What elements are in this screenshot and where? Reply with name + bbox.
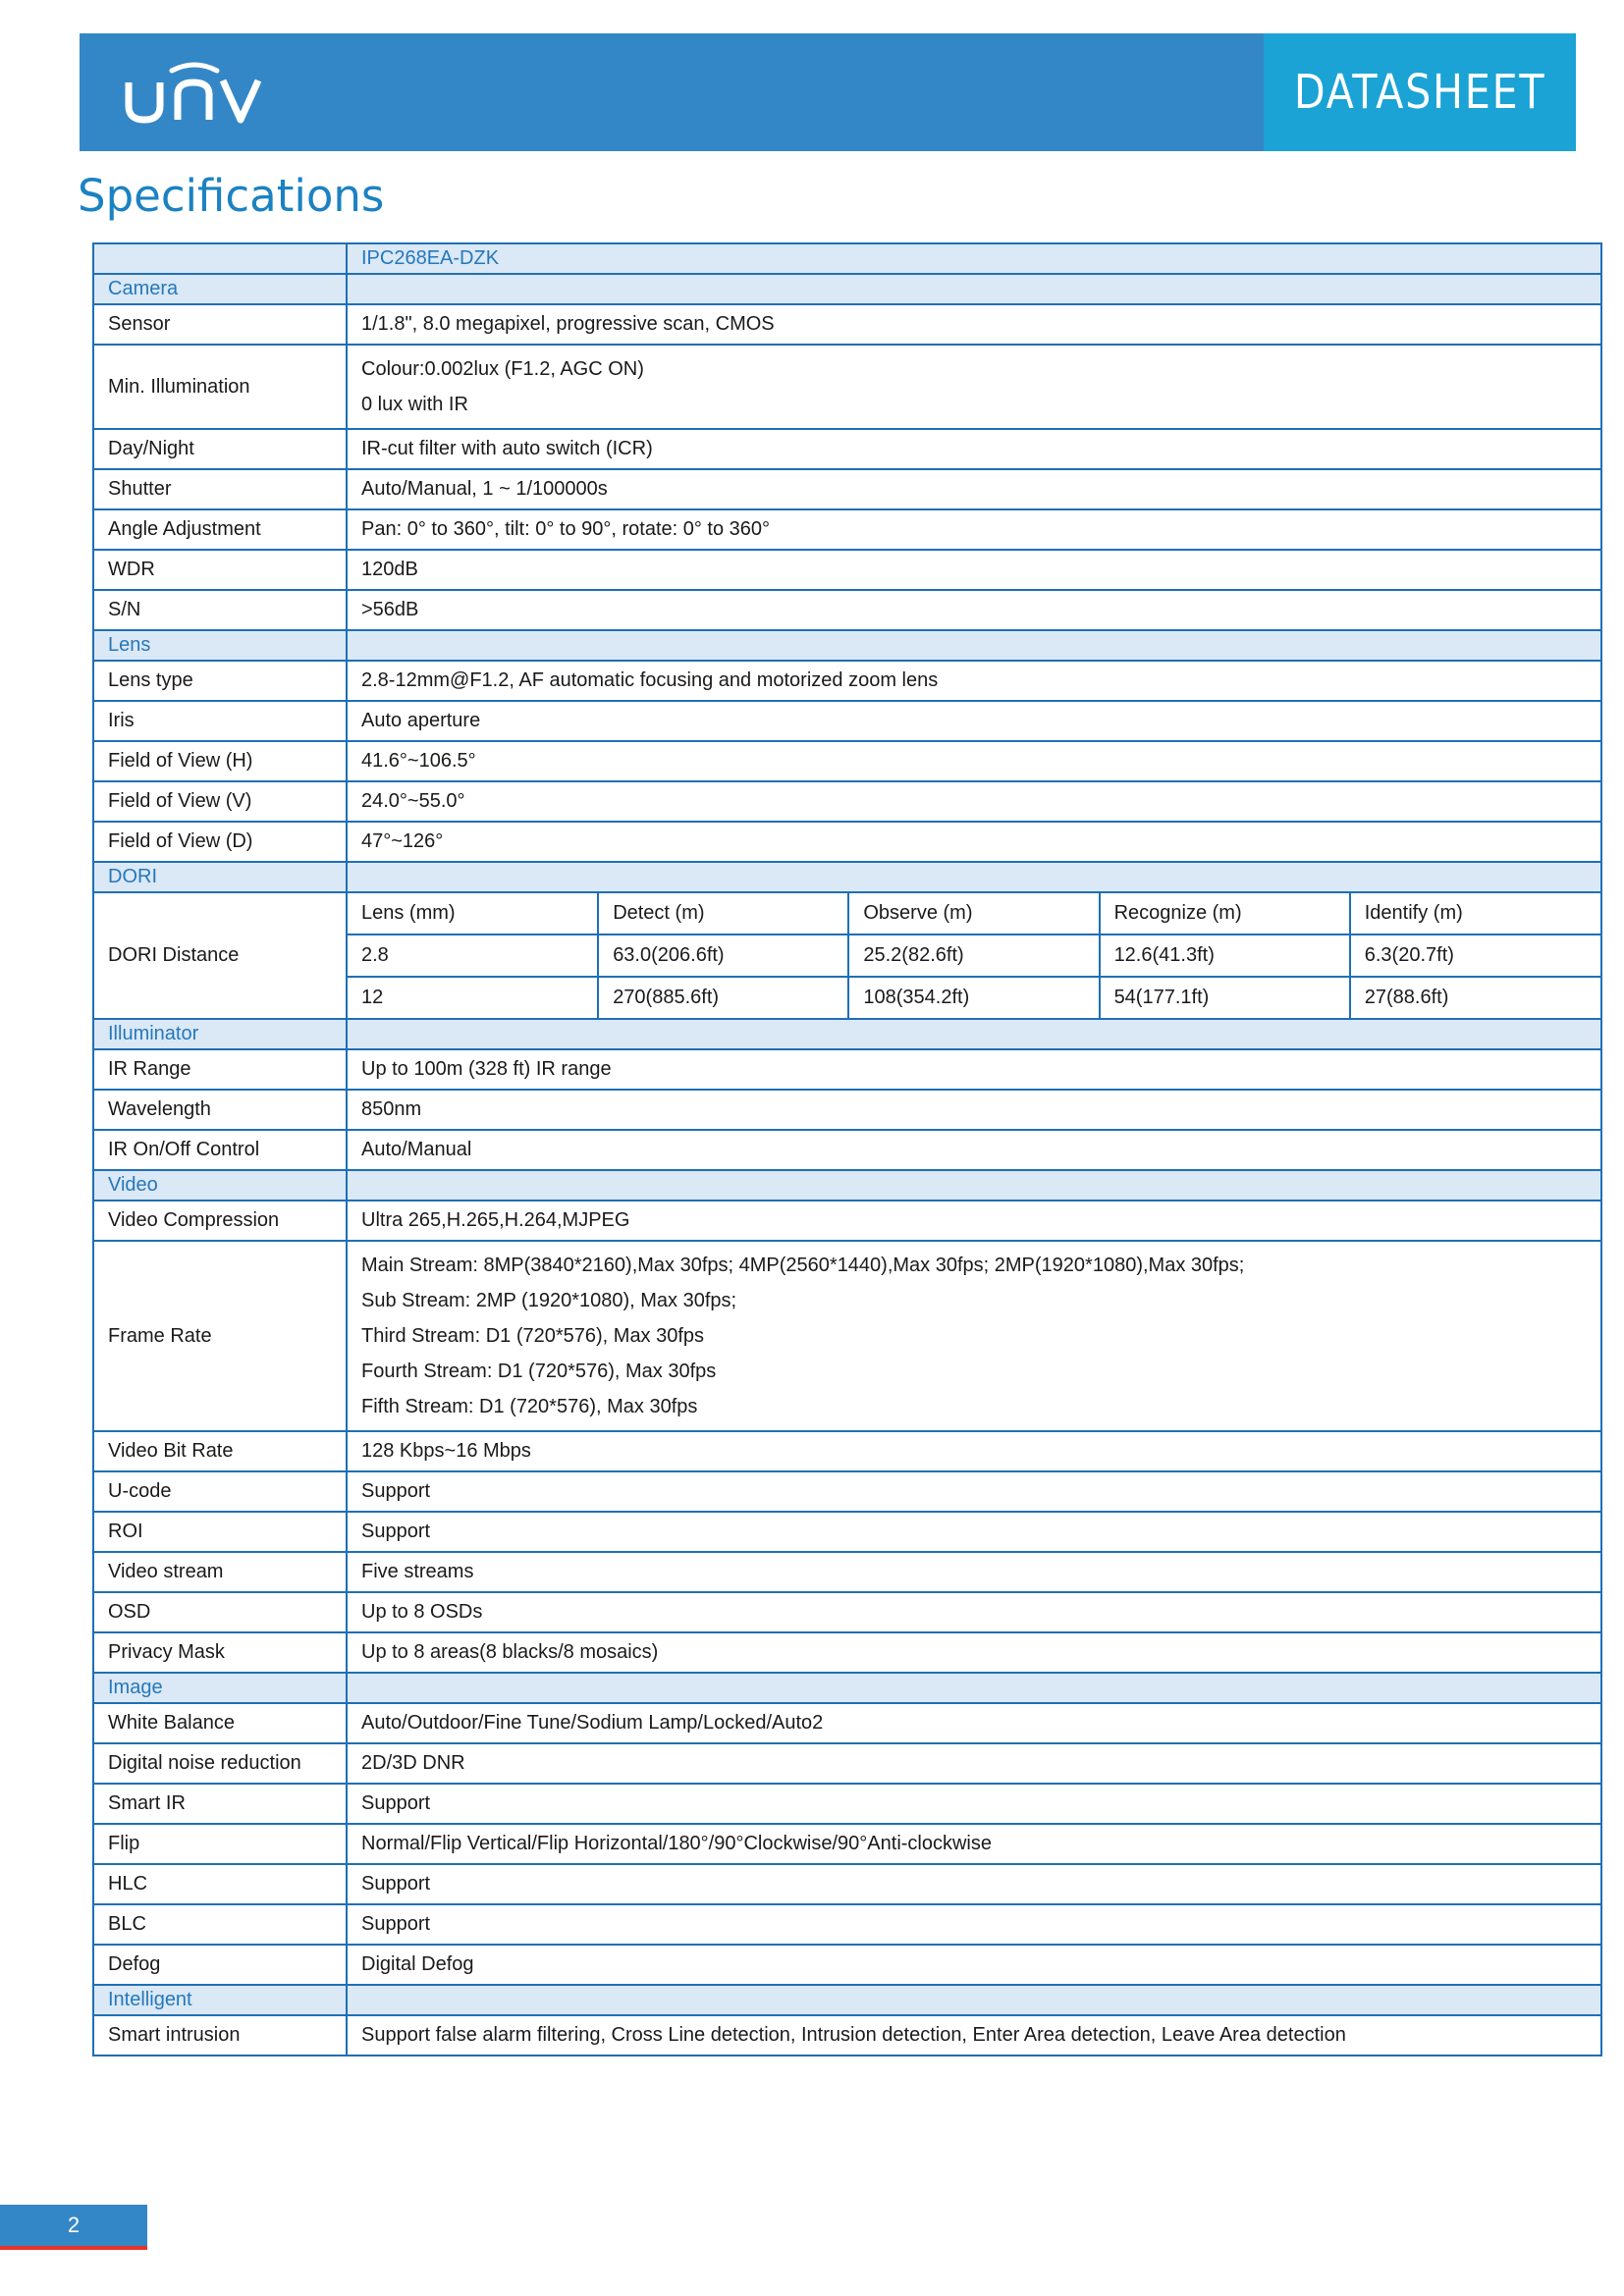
spec-label: Video Compression [93, 1201, 347, 1241]
spec-value: Up to 8 areas(8 blacks/8 mosaics) [347, 1632, 1601, 1673]
spec-row-flip [93, 1824, 1601, 1864]
dori-data-row [348, 934, 1600, 977]
dori-header-cell: Lens (mm) [348, 893, 598, 934]
spec-label: Iris [93, 701, 347, 741]
spec-row-u-code [93, 1471, 1601, 1512]
spec-row-smart-ir [93, 1784, 1601, 1824]
spec-value: Pan: 0° to 360°, tilt: 0° to 90°, rotate: 0° to 360° [347, 509, 1601, 550]
spec-value: 2.8-12mm@F1.2, AF automatic focusing and motorized zoom lens [347, 661, 1601, 701]
spec-value: Digital Defog [347, 1945, 1601, 1985]
spec-value [347, 345, 1601, 429]
spec-label: WDR [93, 550, 347, 590]
dori-table-cell [347, 892, 1601, 1019]
spec-row-sn [93, 590, 1601, 630]
spec-label: Angle Adjustment [93, 509, 347, 550]
section-header-camera [93, 274, 1601, 304]
spec-value: Auto aperture [347, 701, 1601, 741]
spec-value: 24.0°~55.0° [347, 781, 1601, 822]
spec-value: Up to 8 OSDs [347, 1592, 1601, 1632]
spec-label: Video stream [93, 1552, 347, 1592]
spec-row-video-bit-rate [93, 1431, 1601, 1471]
spec-label: Sensor [93, 304, 347, 345]
spec-label: Field of View (H) [93, 741, 347, 781]
spec-label: Wavelength [93, 1090, 347, 1130]
unv-logo [121, 57, 268, 128]
model-row-blank [93, 243, 347, 274]
spec-value [347, 1241, 1601, 1431]
spec-label: ROI [93, 1512, 347, 1552]
spec-row-fov-d [93, 822, 1601, 862]
spec-label: Flip [93, 1824, 347, 1864]
section-title: Image [93, 1673, 347, 1703]
spec-value: Support [347, 1904, 1601, 1945]
dori-cell: 54(177.1ft) [1100, 977, 1350, 1018]
spec-row-video-compression [93, 1201, 1601, 1241]
spec-label: Shutter [93, 469, 347, 509]
spec-label: Privacy Mask [93, 1632, 347, 1673]
section-header-intelligent [93, 1985, 1601, 2015]
spec-label: BLC [93, 1904, 347, 1945]
page-number: 2 [0, 2205, 147, 2250]
spec-label: Field of View (D) [93, 822, 347, 862]
spec-value: Support false alarm filtering, Cross Line detection, Intrusion detection, Enter Area detection, Leave Area detection [347, 2015, 1601, 2056]
dori-header-cell: Recognize (m) [1100, 893, 1350, 934]
spec-label: IR On/Off Control [93, 1130, 347, 1170]
spec-label: Frame Rate [93, 1241, 347, 1431]
dori-cell: 108(354.2ft) [848, 977, 1099, 1018]
section-title: Lens [93, 630, 347, 661]
spec-label: Min. Illumination [93, 345, 347, 429]
spec-row-wdr [93, 550, 1601, 590]
spec-label: White Balance [93, 1703, 347, 1743]
spec-value: Support [347, 1784, 1601, 1824]
dori-header-cell: Detect (m) [598, 893, 848, 934]
spec-label: Defog [93, 1945, 347, 1985]
dori-cell: 25.2(82.6ft) [848, 934, 1099, 977]
model-name: IPC268EA-DZK [347, 243, 1601, 274]
spec-label: Smart IR [93, 1784, 347, 1824]
spec-value: Up to 100m (328 ft) IR range [347, 1049, 1601, 1090]
spec-label: Day/Night [93, 429, 347, 469]
spec-row-fov-v [93, 781, 1601, 822]
spec-value-line: Colour:0.002lux (F1.2, AGC ON) [361, 358, 644, 380]
dori-header-cell: Observe (m) [848, 893, 1099, 934]
spec-value: Support [347, 1471, 1601, 1512]
spec-row-wavelength [93, 1090, 1601, 1130]
header-banner [80, 33, 1576, 151]
spec-value: Five streams [347, 1552, 1601, 1592]
spec-label: Lens type [93, 661, 347, 701]
spec-row-dori-distance [93, 892, 1601, 1019]
spec-value-line: Main Stream: 8MP(3840*2160),Max 30fps; 4MP(2560*1440),Max 30fps; 2MP(1920*1080),Max 30fps; [361, 1255, 1245, 1276]
dori-cell: 27(88.6ft) [1350, 977, 1600, 1018]
spec-value-line: Third Stream: D1 (720*576), Max 30fps [361, 1325, 705, 1347]
spec-row-angle-adjustment [93, 509, 1601, 550]
spec-row-video-stream [93, 1552, 1601, 1592]
spec-label: S/N [93, 590, 347, 630]
spec-value: 850nm [347, 1090, 1601, 1130]
spec-row-shutter [93, 469, 1601, 509]
spec-label: Digital noise reduction [93, 1743, 347, 1784]
model-row [93, 243, 1601, 274]
spec-value: 120dB [347, 550, 1601, 590]
spec-row-osd [93, 1592, 1601, 1632]
spec-value: Support [347, 1864, 1601, 1904]
dori-cell: 270(885.6ft) [598, 977, 848, 1018]
spec-value-line: Fifth Stream: D1 (720*576), Max 30fps [361, 1396, 698, 1417]
section-title: Video [93, 1170, 347, 1201]
spec-value: IR-cut filter with auto switch (ICR) [347, 429, 1601, 469]
dori-cell: 6.3(20.7ft) [1350, 934, 1600, 977]
dori-cell: 12.6(41.3ft) [1100, 934, 1350, 977]
dori-data-row [348, 977, 1600, 1018]
spec-value: Support [347, 1512, 1601, 1552]
spec-row-white-balance [93, 1703, 1601, 1743]
spec-value: Ultra 265,H.265,H.264,MJPEG [347, 1201, 1601, 1241]
datasheet-label: DATASHEET [1264, 33, 1576, 151]
spec-value-line: Fourth Stream: D1 (720*576), Max 30fps [361, 1361, 717, 1382]
spec-row-fov-h [93, 741, 1601, 781]
spec-value: 2D/3D DNR [347, 1743, 1601, 1784]
spec-row-ir-range [93, 1049, 1601, 1090]
spec-row-defog [93, 1945, 1601, 1985]
section-header-video [93, 1170, 1601, 1201]
dori-cell: 12 [361, 987, 384, 1008]
spec-row-blc [93, 1904, 1601, 1945]
spec-row-lens-type [93, 661, 1601, 701]
section-title: Illuminator [93, 1019, 347, 1049]
section-header-lens [93, 630, 1601, 661]
specifications-table [92, 242, 1602, 2056]
spec-label: Video Bit Rate [93, 1431, 347, 1471]
spec-label: HLC [93, 1864, 347, 1904]
spec-label: DORI Distance [93, 892, 347, 1019]
spec-label: IR Range [93, 1049, 347, 1090]
section-title: DORI [93, 862, 347, 892]
section-header-dori [93, 862, 1601, 892]
spec-row-privacy-mask [93, 1632, 1601, 1673]
spec-value: 128 Kbps~16 Mbps [347, 1431, 1601, 1471]
spec-value-line: 0 lux with IR [361, 394, 468, 415]
spec-value: 41.6°~106.5° [347, 741, 1601, 781]
spec-row-hlc [93, 1864, 1601, 1904]
spec-value: 1/1.8", 8.0 megapixel, progressive scan, CMOS [347, 304, 1601, 345]
dori-header-row [348, 893, 1600, 934]
spec-value: Normal/Flip Vertical/Flip Horizontal/180°/90°Clockwise/90°Anti-clockwise [347, 1824, 1601, 1864]
spec-label: Smart intrusion [93, 2015, 347, 2056]
section-title: Intelligent [93, 1985, 347, 2015]
spec-row-frame-rate [93, 1241, 1601, 1431]
spec-row-smart-intrusion [93, 2015, 1601, 2056]
dori-cell: 2.8 [348, 934, 598, 977]
spec-value: Auto/Manual [347, 1130, 1601, 1170]
spec-value: Auto/Outdoor/Fine Tune/Sodium Lamp/Locked/Auto2 [347, 1703, 1601, 1743]
dori-table [348, 893, 1600, 1018]
spec-value: 47°~126° [347, 822, 1601, 862]
section-header-image [93, 1673, 1601, 1703]
spec-row-min-illumination [93, 345, 1601, 429]
spec-row-iris [93, 701, 1601, 741]
spec-row-dnr [93, 1743, 1601, 1784]
spec-value: Auto/Manual, 1 ~ 1/100000s [347, 469, 1601, 509]
dori-cell: 63.0(206.6ft) [598, 934, 848, 977]
spec-row-roi [93, 1512, 1601, 1552]
spec-row-ir-control [93, 1130, 1601, 1170]
page-title: Specifications [78, 170, 385, 222]
spec-value: >56dB [347, 590, 1601, 630]
dori-header-cell: Identify (m) [1350, 893, 1600, 934]
section-title: Camera [93, 274, 347, 304]
spec-label: U-code [93, 1471, 347, 1512]
spec-value-line: Sub Stream: 2MP (1920*1080), Max 30fps; [361, 1290, 737, 1311]
section-header-illuminator [93, 1019, 1601, 1049]
spec-label: Field of View (V) [93, 781, 347, 822]
spec-row-day-night [93, 429, 1601, 469]
spec-row-sensor [93, 304, 1601, 345]
spec-label: OSD [93, 1592, 347, 1632]
